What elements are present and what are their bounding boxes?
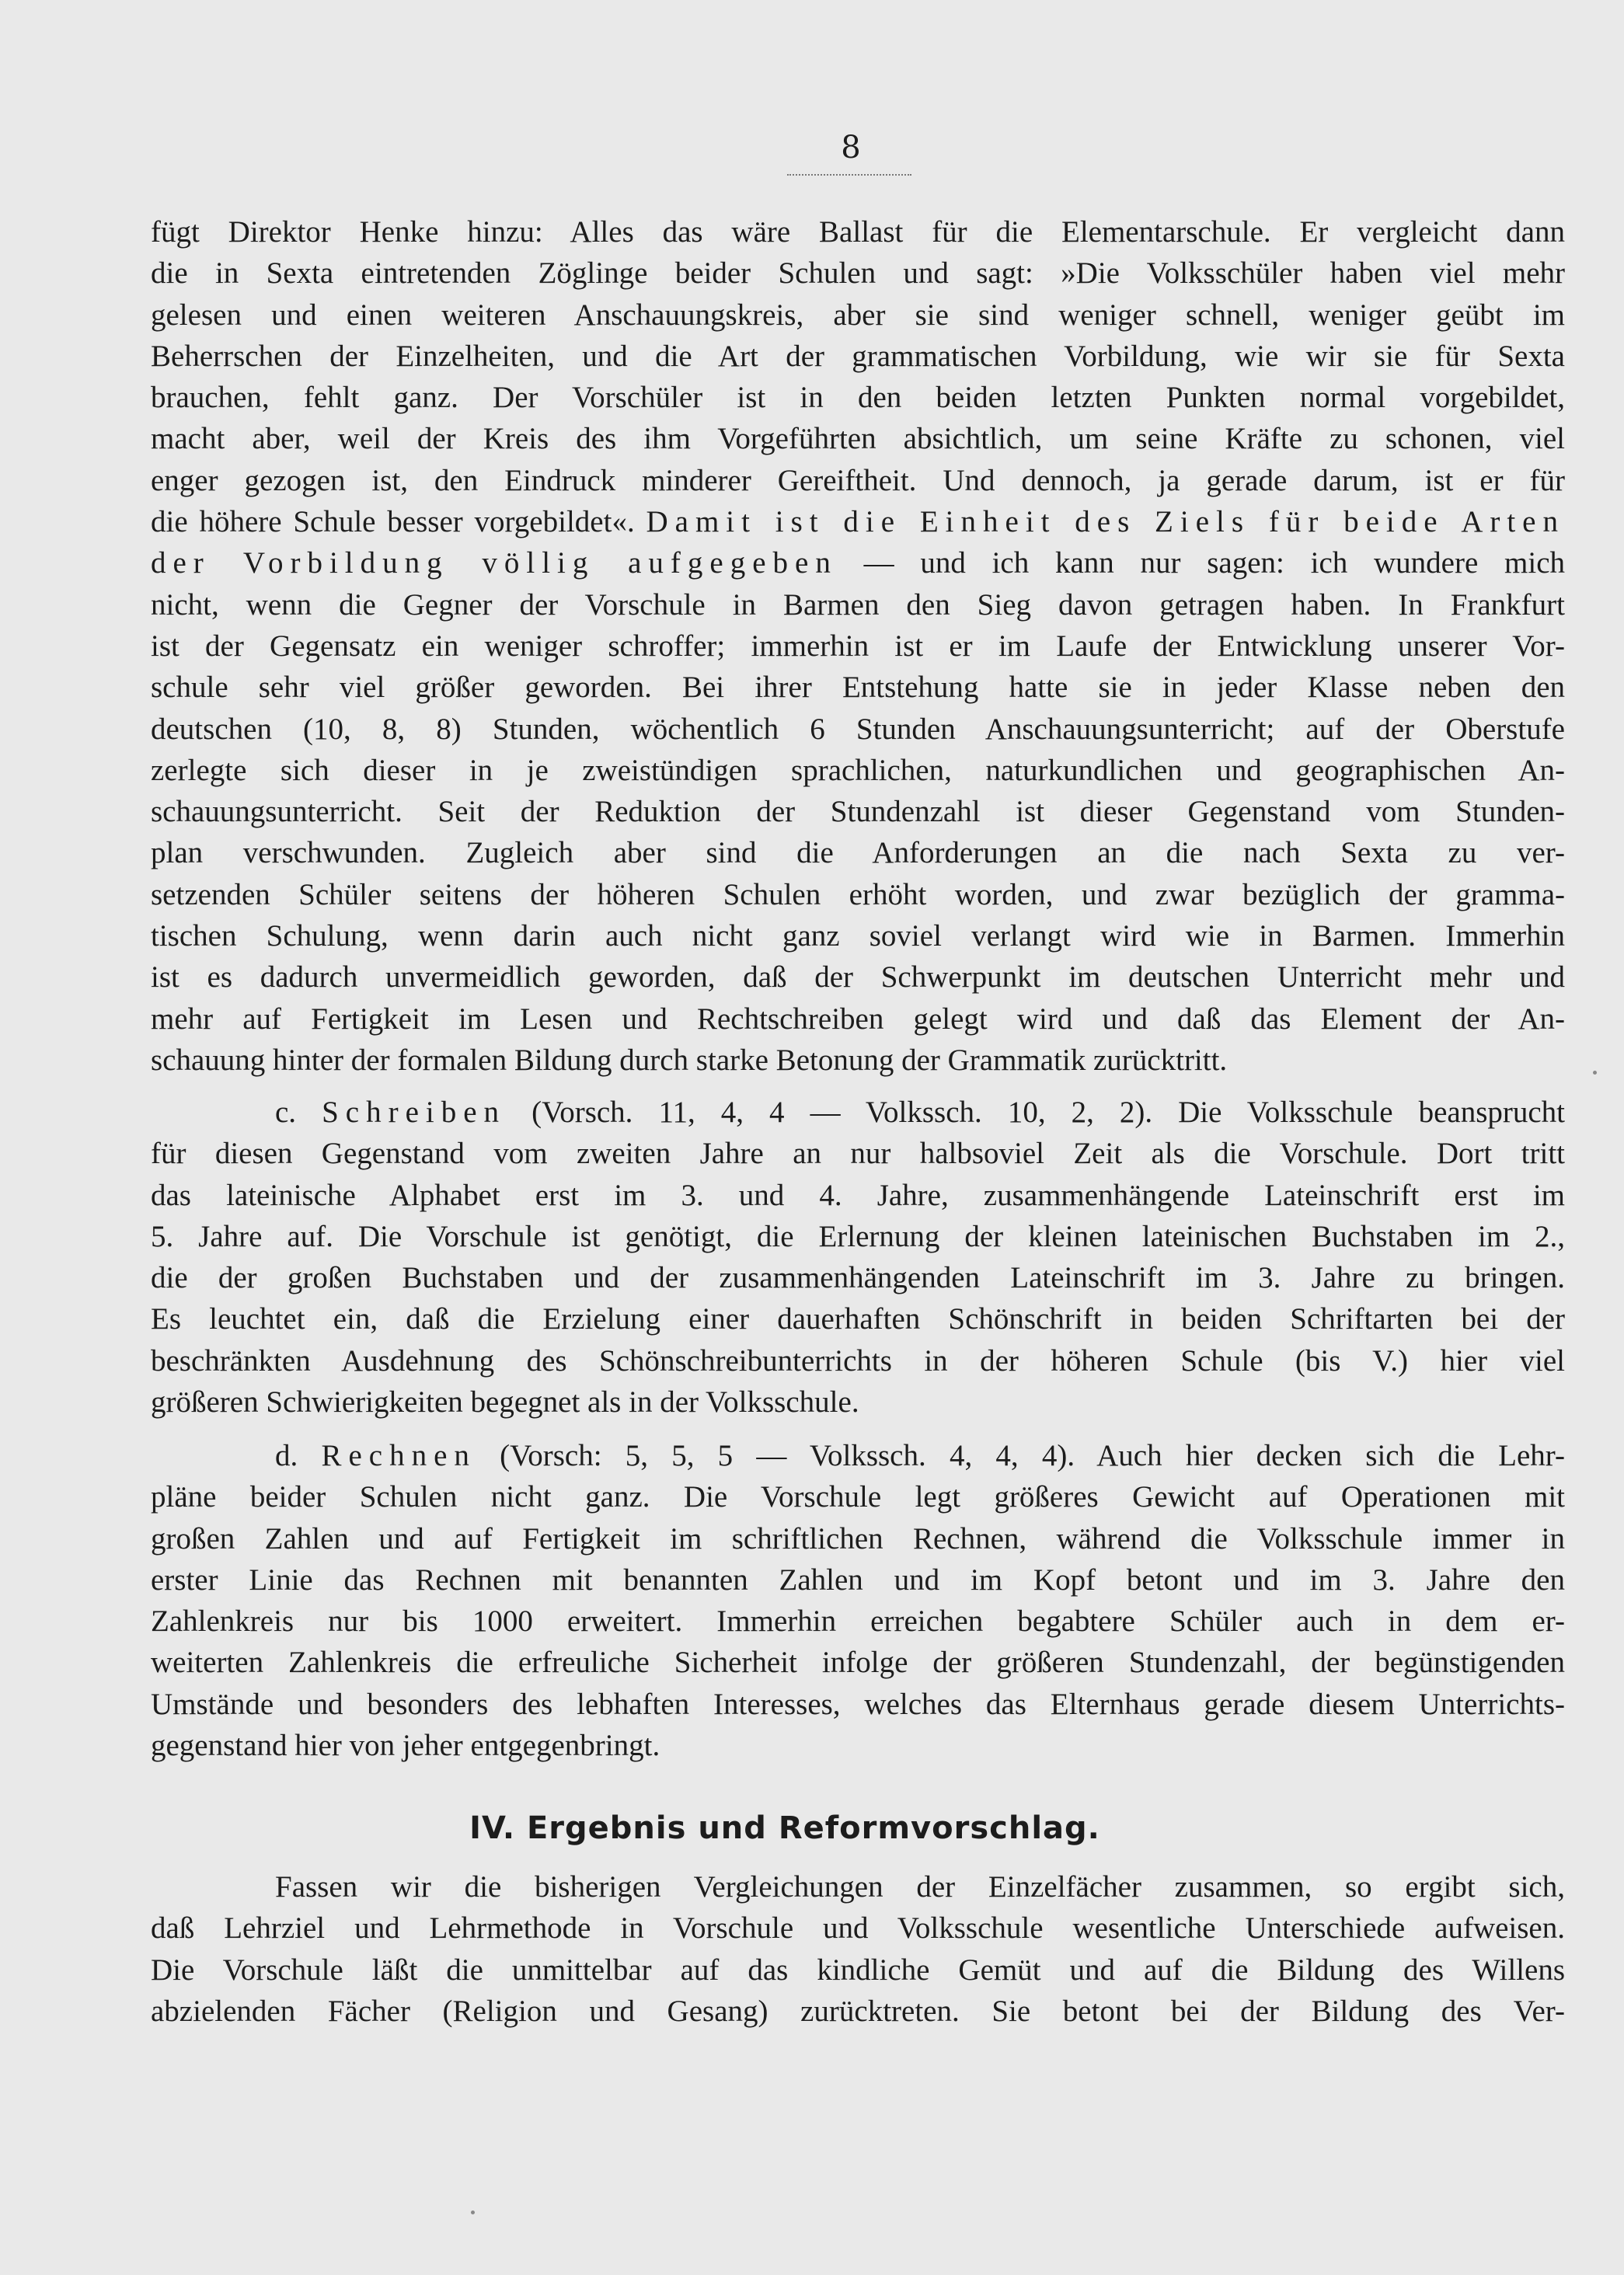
text-line: macht aber, weil der Kreis des ihm Vorgeführten absichtlich, um seine Kräfte zu schonen, viel: [151, 422, 1565, 456]
text-line: erster Linie das Rechnen mit benannten Zahlen und im Kopf betont und im 3. Jahre den: [151, 1563, 1565, 1597]
text-line: plan verschwunden. Zugleich aber sind die Anforderungen an die nach Sexta zu ver-: [151, 836, 1565, 870]
text-line: zerlegte sich dieser in je zweistündigen sprachlichen, naturkundlichen und geographischen An-: [151, 753, 1565, 787]
text-fragment: Fassen wir die bisherigen Vergleichungen der Einzelfächer zusammen, so ergibt sich,: [275, 1870, 1565, 1904]
text-line: gelesen und einen weiteren Anschauungskreis, aber sie sind weniger schnell, weniger geübt im: [151, 298, 1565, 332]
text-line: Umstände und besonders des lebhaften Interesses, welches das Elternhaus gerade diesem Unterrichts-: [151, 1687, 1565, 1721]
text-line: daß Lehrziel und Lehrmethode in Vorschule und Volksschule wesentliche Unterschiede aufweisen.: [151, 1911, 1565, 1946]
text-line: tischen Schulung, wenn darin auch nicht ganz soviel verlangt wird wie in Barmen. Immerhin: [151, 919, 1565, 953]
text-line: für diesen Gegenstand vom zweiten Jahre an nur halbsoviel Zeit als die Vorschule. Dort tritt: [151, 1137, 1565, 1171]
spaced-emphasis: Schreiben: [322, 1096, 507, 1129]
page-number: 8: [841, 130, 861, 165]
text-line: schauungsunterricht. Seit der Reduktion der Stundenzahl ist dieser Gegenstand vom Stunden-: [151, 795, 1565, 829]
text-line: schule sehr viel größer geworden. Bei ihrer Entstehung hatte sie in jeder Klasse neben den: [151, 671, 1565, 705]
text-line: enger gezogen ist, den Eindruck minderer Gereiftheit. Und dennoch, ja gerade darum, ist er für: [151, 463, 1565, 497]
text-line: 5. Jahre auf. Die Vorschule ist genötigt, die Erlernung der kleinen lateinischen Buchstaben im 2.,: [151, 1219, 1565, 1253]
text-line: deutschen (10, 8, 8) Stunden, wöchentlich 6 Stunden Anschauungsunterricht; auf der Oberstufe: [151, 712, 1565, 746]
text-line: weiterten Zahlenkreis die erfreuliche Sicherheit infolge der größeren Stundenzahl, der begünstigenden: [151, 1646, 1565, 1680]
paragraph-schreiben: [151, 1092, 1565, 1423]
text-line: setzenden Schüler seitens der höheren Schulen erhöht worden, und zwar bezüglich der gramma-: [151, 877, 1565, 911]
spaced-emphasis: Rechnen: [321, 1439, 476, 1472]
text-line: gegenstand hier von jeher entgegenbringt.: [151, 1729, 660, 1763]
text-line: brauchen, fehlt ganz. Der Vorschüler ist in den beiden letzten Punkten normal vorgebildet,: [151, 381, 1565, 415]
text-fragment: (Vorsch: 5, 5, 5 — Volkssch. 4, 4, 4). Auch hier decken sich die Lehr-: [500, 1439, 1565, 1472]
text-line: mehr auf Fertigkeit im Lesen und Rechtschreiben gelegt wird und daß das Element der An-: [151, 1002, 1565, 1036]
paper-speck: [1593, 1071, 1597, 1075]
text-line: fügt Direktor Henke hinzu: Alles das wäre Ballast für die Elementarschule. Er vergleicht dann: [151, 215, 1565, 249]
text-line: ist es dadurch unvermeidlich geworden, daß der Schwerpunkt im deutschen Unterricht mehr und: [151, 960, 1565, 995]
text-fragment: (Vorsch. 11, 4, 4 — Volkssch. 10, 2, 2). Die Volksschule beansprucht: [531, 1096, 1565, 1129]
paragraph-label: c.: [275, 1096, 297, 1129]
paragraph-label: d.: [275, 1439, 298, 1472]
text-line: [151, 1435, 1565, 1476]
section-heading: IV. Ergebnis und Reformvorschlag.: [469, 1810, 1100, 1846]
text-line: das lateinische Alphabet erst im 3. und 4. Jahre, zusammenhängende Lateinschrift erst im: [151, 1178, 1565, 1212]
text-line: Es leuchtet ein, daß die Erzielung einer dauerhaften Schönschrift in beiden Schriftarten bei der: [151, 1302, 1565, 1336]
text-line: Zahlenkreis nur bis 1000 erweitert. Immerhin erreichen begabtere Schüler auch in dem er-: [151, 1604, 1565, 1639]
text-line: [151, 501, 1565, 542]
text-line: [151, 542, 1565, 584]
paragraph-rechnen: [151, 1435, 1565, 1766]
text-line: großen Zahlen und auf Fertigkeit im schriftlichen Rechnen, während die Volksschule immer in: [151, 1521, 1565, 1556]
page-number-rule: [787, 174, 911, 180]
text-line: ist der Gegensatz ein weniger schroffer; immerhin ist er im Laufe der Entwicklung unserer Vor-: [151, 629, 1565, 663]
text-fragment: die höhere Schule besser vorgebildet«.: [151, 505, 635, 539]
text-line: nicht, wenn die Gegner der Vorschule in Barmen den Sieg davon getragen haben. In Frankfurt: [151, 587, 1565, 622]
paper-speck: [471, 2211, 475, 2214]
text-line: [151, 1092, 1565, 1133]
text-line: abzielenden Fächer (Religion und Gesang) zurücktreten. Sie betont bei der Bildung des Ver-: [151, 1994, 1565, 2028]
text-line: Die Vorschule läßt die unmittelbar auf das kindliche Gemüt und auf die Bildung des Willens: [151, 1953, 1565, 1987]
paragraph-henke-quote: [151, 211, 1565, 1081]
text-line: Beherrschen der Einzelheiten, und die Art der grammatischen Vorbildung, wie wir sie für Sexta: [151, 339, 1565, 373]
text-line: [151, 1866, 1565, 1907]
text-line: schauung hinter der formalen Bildung durch starke Betonung der Grammatik zurücktritt.: [151, 1043, 1228, 1077]
text-line: pläne beider Schulen nicht ganz. Die Vorschule legt größeres Gewicht auf Operationen mit: [151, 1480, 1565, 1514]
text-line: die in Sexta eintretenden Zöglinge beider Schulen und sagt: »Die Volksschüler haben viel mehr: [151, 256, 1565, 291]
spaced-emphasis: der Vorbildung völlig aufgegeben: [151, 546, 838, 580]
text-line: beschränkten Ausdehnung des Schönschreibunterrichts in der höheren Schule (bis V.) hier viel: [151, 1343, 1565, 1378]
paragraph-ergebnis: [151, 1866, 1565, 2032]
text-line: größeren Schwierigkeiten begegnet als in der Volksschule.: [151, 1385, 859, 1420]
spaced-emphasis: Damit ist die Einheit des Ziels für beide Arten: [646, 505, 1565, 539]
text-line: die der großen Buchstaben und der zusammenhängenden Lateinschrift im 3. Jahre zu bringen.: [151, 1261, 1565, 1295]
text-fragment: — und ich kann nur sagen: ich wundere mich: [863, 546, 1565, 580]
